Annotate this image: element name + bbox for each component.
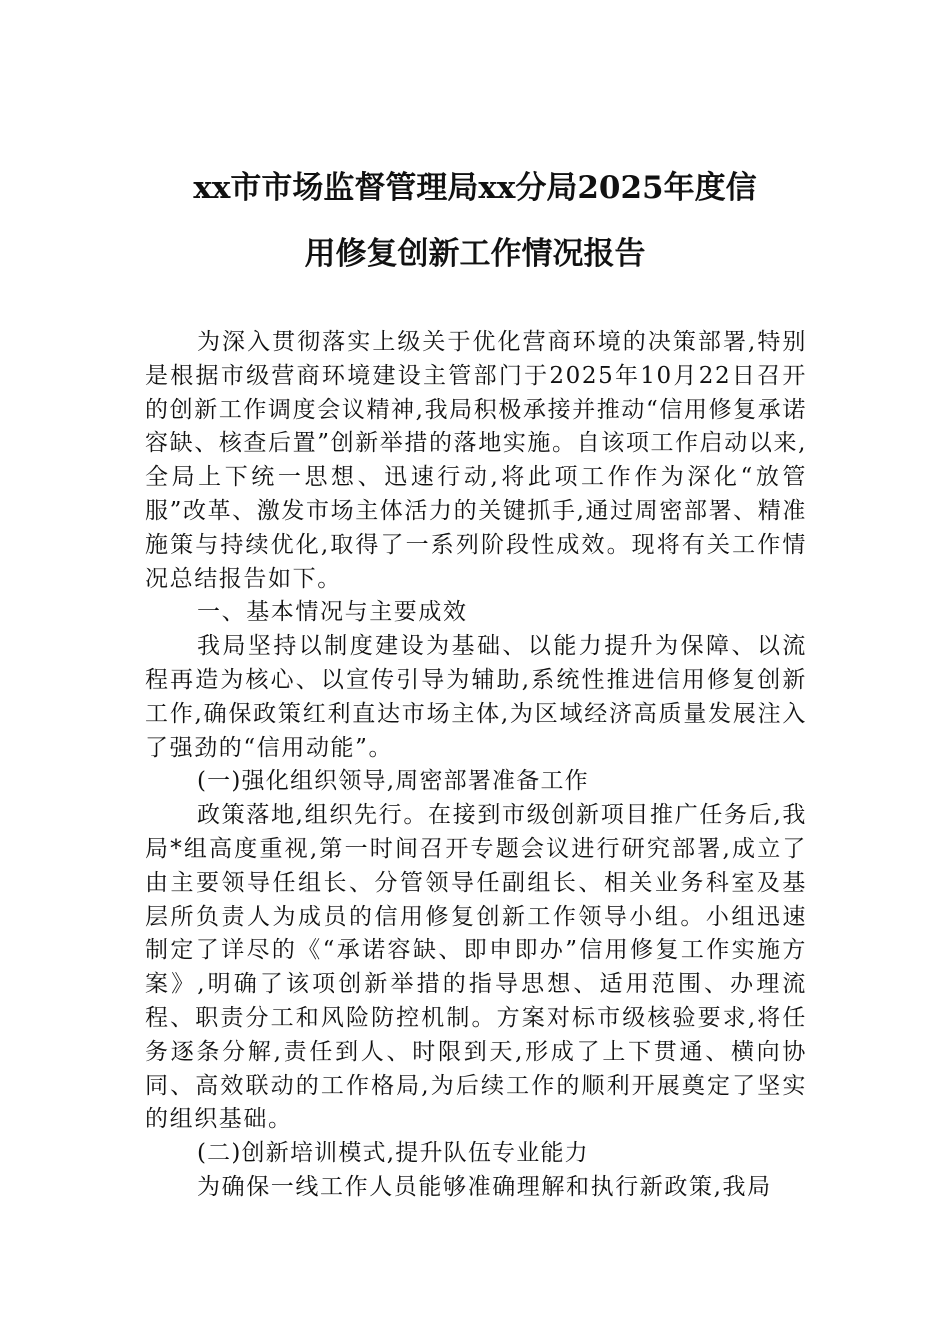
document-title-line-2: 用修复创新工作情况报告 bbox=[304, 236, 646, 272]
section-heading: 一、基本情况与主要成效 bbox=[197, 599, 468, 626]
document-title-line-1: xx市市场监督管理局xx分局2025年度信 bbox=[193, 170, 757, 206]
subsection-heading: (二)创新培训模式,提升队伍专业能力 bbox=[197, 1140, 589, 1167]
subsection-paragraph: 为确保一线工作人员能够准确理解和执行新政策,我局 bbox=[197, 1173, 772, 1200]
section-paragraph: 我局坚持以制度建设为基础、以能力提升为保障、以流程再造为核心、以宣传引导为辅助,系统性推进信用修复创新工作,确保政策红利直达市场主体,为区域经济高质量发展注入了强劲的“信用动能”。 bbox=[145, 633, 807, 761]
subsection-heading: (一)强化组织领导,周密部署准备工作 bbox=[197, 768, 589, 795]
document-body bbox=[145, 326, 807, 1205]
intro-paragraph: 为深入贯彻落实上级关于优化营商环境的决策部署,特别是根据市级营商环境建设主管部门于2025年10月22日召开的创新工作调度会议精神,我局积极承接并推动“信用修复承诺容缺、核查后置”创新举措的落地实施。自该项工作启动以来,全局上下统一思想、迅速行动,将此项工作作为深化“放管服”改革、激发市场主体活力的关键抓手,通过周密部署、精准施策与持续优化,取得了一系列阶段性成效。现将有关工作情况总结报告如下。 bbox=[145, 329, 807, 592]
subsection-paragraph: 政策落地,组织先行。在接到市级创新项目推广任务后,我局*组高度重视,第一时间召开专题会议进行研究部署,成立了由主要领导任组长、分管领导任副组长、相关业务科室及基层所负责人为成员的信用修复创新工作领导小组。小组迅速制定了详尽的《“承诺容缺、即申即办”信用修复工作实施方案》,明确了该项创新举措的指导思想、适用范围、办理流程、职责分工和风险防控机制。方案对标市级核验要求,将任务逐条分解,责任到人、时限到天,形成了上下贯通、横向协同、高效联动的工作格局,为后续工作的顺利开展奠定了坚实的组织基础。 bbox=[145, 802, 807, 1133]
